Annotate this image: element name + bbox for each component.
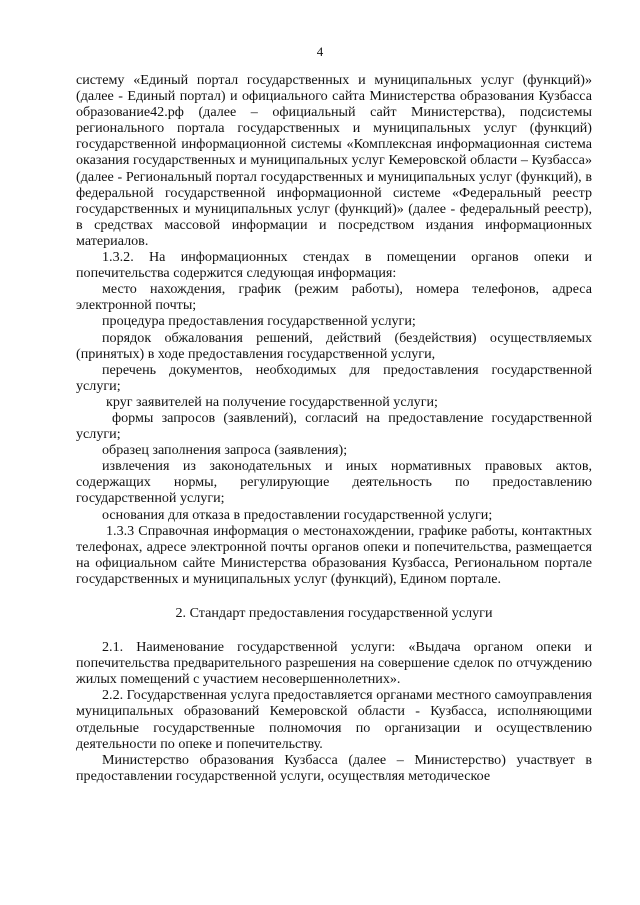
- paragraph-2-1: 2.1. Наименование государственной услуги: «Выдача органом опеки и попечительства предварительного разрешения на совершение сделок по отчуждению жилых помещений с участием несовершеннолетних».: [76, 639, 592, 688]
- paragraph-portal-info: систему «Единый портал государственных и муниципальных услуг (функций)» (далее - Единый портал) и официального сайта Министерства образования Кузбасса образование42.рф (далее – официальный сайт Министерства), подсистемы регионального портала государственных и муниципальных услуг (функций) государственной информационной системы «Комплексная информационная система оказания государственных и муниципальных услуг Кемеровской области – Кузбасса» (далее - Региональный портал государственных и муниципальных услуг (функций), в федеральной государственной информационной системе «Федеральный реестр государственных и муниципальных услуг (функций)» (далее - федеральный реестр), в средствах массовой информации и посредством издания информационных материалов.: [76, 72, 592, 249]
- list-item-legal-extracts: извлечения из законодательных и иных нормативных правовых актов, содержащих нормы, регулирующие деятельность по предоставлению государственной услуги;: [76, 458, 592, 507]
- document-body: [76, 72, 592, 784]
- list-item-appeal-order: порядок обжалования решений, действий (бездействия) осуществляемых (принятых) в ходе предоставления государственной услуги,: [76, 329, 592, 362]
- paragraph-2-2: 2.2. Государственная услуга предоставляется органами местного самоуправления муниципальных образований Кемеровской области - Кузбасса, исполняющими отдельные государственные полномочия по организации и осуществлению деятельности по опеке и попечительству.: [76, 687, 592, 752]
- list-item-refusal-grounds: основания для отказа в предоставлении государственной услуги;: [102, 506, 493, 523]
- list-item-procedure: процедура предоставления государственной услуги;: [102, 313, 416, 330]
- paragraph-1-3-3: 1.3.3 Справочная информация о местонахождении, графике работы, контактных телефонах, адресе электронной почты органов опеки и попечительства, размещается на официальном сайте Министерства образования Кузбасса, Региональном портале государственных и муниципальных услуг (функций), Едином портале.: [76, 522, 592, 587]
- paragraph-1-3-2: 1.3.2. На информационных стендах в помещении органов опеки и попечительства содержится следующая информация:: [76, 249, 592, 282]
- list-item-applicants: круг заявителей на получение государственной услуги;: [106, 393, 438, 410]
- paragraph-ministry: Министерство образования Кузбасса (далее – Министерство) участвует в предоставлении государственной услуги, осуществляя методическое: [76, 751, 592, 784]
- page-number: 4: [316, 44, 324, 59]
- list-item-location: место нахождения, график (режим работы), номера телефонов, адреса электронной почты;: [76, 281, 592, 314]
- list-item-forms: формы запросов (заявлений), согласий на предоставление государственной услуги;: [76, 409, 592, 443]
- section-heading: 2. Стандарт предоставления государственной услуги: [175, 605, 493, 621]
- list-item-documents: перечень документов, необходимых для предоставления государственной услуги;: [76, 361, 592, 394]
- list-item-sample: образец заполнения запроса (заявления);: [102, 442, 348, 459]
